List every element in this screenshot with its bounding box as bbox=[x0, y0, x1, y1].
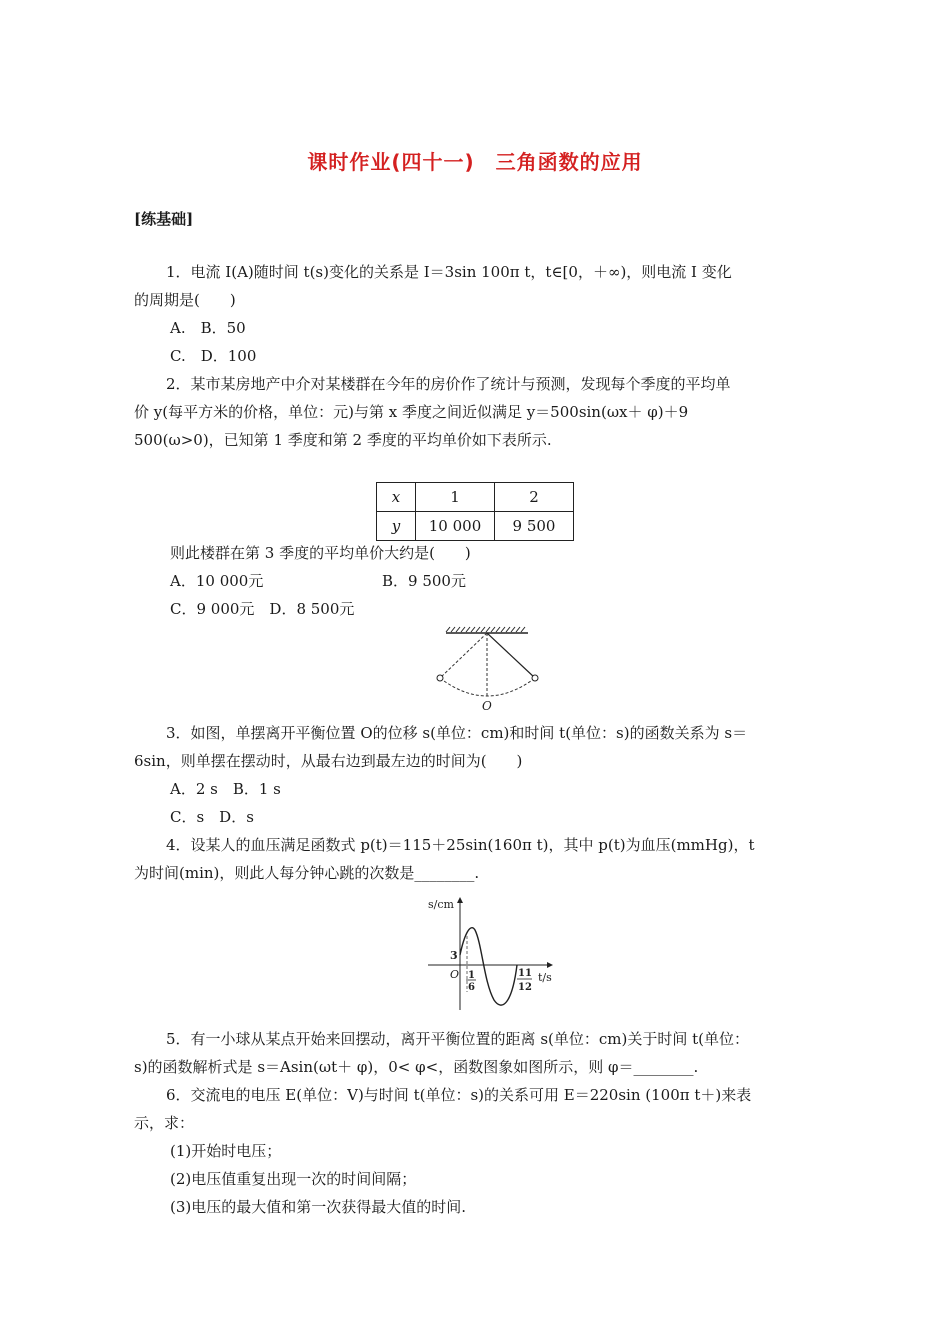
q2-line2: 价 y(每平方米的价格，单位：元)与第 x 季度之间近似满足 y＝500sin(ωx＋ φ)＋9 bbox=[134, 403, 689, 421]
q4-line2: 为时间(min)，则此人每分钟心跳的次数是________. bbox=[134, 864, 480, 882]
table-row bbox=[377, 512, 574, 541]
y-tick-label: 3 bbox=[450, 949, 458, 962]
q6-sub3: (3)电压的最大值和第一次获得最大值的时间. bbox=[170, 1198, 467, 1216]
q2-data-table bbox=[376, 482, 574, 541]
x-tick2-numerator: 11 bbox=[518, 968, 532, 979]
q5-line1: 5．有一小球从某点开始来回摆动，离开平衡位置的距离 s(单位：cm)关于时间 t(单位： bbox=[166, 1030, 749, 1048]
table-cell: y bbox=[377, 512, 416, 541]
page-title: 课时作业(四十一) 三角函数的应用 bbox=[307, 150, 643, 174]
x-tick1-numerator: 1 bbox=[468, 970, 475, 981]
table-row bbox=[377, 483, 574, 512]
q2-line3: 500(ω>0)，已知第 1 季度和第 2 季度的平均单价如下表所示. bbox=[134, 431, 552, 449]
sine-curve bbox=[460, 928, 517, 1005]
pendulum-figure bbox=[430, 624, 550, 712]
q3-options-cd: C．s D．s bbox=[170, 808, 254, 826]
q6-line2: 示，求： bbox=[134, 1114, 195, 1132]
q2-line4: 则此楼群在第 3 季度的平均单价大约是( ) bbox=[170, 544, 471, 562]
table-cell: x bbox=[377, 483, 416, 512]
table-cell: 1 bbox=[416, 483, 495, 512]
q1-line2: 的周期是( ) bbox=[134, 291, 236, 309]
q5-line2: s)的函数解析式是 s＝Asin(ωt＋ φ)，0< φ<，函数图象如图所示，则 φ＝________. bbox=[134, 1058, 699, 1076]
ceiling-hatch bbox=[446, 627, 528, 633]
q6-sub2: (2)电压值重复出现一次的时间间隔； bbox=[170, 1170, 417, 1188]
q3-line1: 3．如图，单摆离开平衡位置 O的位移 s(单位：cm)和时间 t(单位：s)的函数关系为 s＝ bbox=[166, 724, 748, 742]
origin-label: O bbox=[450, 968, 460, 981]
x-axis-label: t/s bbox=[538, 971, 552, 984]
q2-options-cd: C．9 000元 D．8 500元 bbox=[170, 600, 355, 618]
pendulum-label-o: O bbox=[482, 699, 492, 712]
q2-line1: 2．某市某房地产中介对某楼群在今年的房价作了统计与预测，发现每个季度的平均单 bbox=[166, 375, 731, 393]
q3-line2: 6sin，则单摆在摆动时，从最右边到最左边的时间为( ) bbox=[134, 752, 523, 770]
q1-options-cd: C. D．100 bbox=[170, 347, 257, 365]
x-tick1-denominator: 6 bbox=[468, 982, 475, 993]
q2-option-a: A．10 000元 bbox=[170, 572, 264, 590]
table-cell: 2 bbox=[495, 483, 574, 512]
pendulum-bob bbox=[532, 675, 538, 681]
q4-line1: 4．设某人的血压满足函数式 p(t)＝115＋25sin(160π t)，其中 p(t)为血压(mmHg)，t bbox=[166, 836, 755, 854]
table-cell: 9 500 bbox=[495, 512, 574, 541]
sine-graph-figure bbox=[420, 892, 560, 1014]
y-axis-label: s/cm bbox=[428, 898, 454, 911]
q3-options-ab: A．2 s B．1 s bbox=[170, 780, 281, 798]
q2-option-b: B．9 500元 bbox=[382, 572, 466, 590]
table-cell: 10 000 bbox=[416, 512, 495, 541]
pendulum-left-bob bbox=[437, 675, 443, 681]
q1-line1: 1．电流 I(A)随时间 t(s)变化的关系是 I＝3sin 100π t，t∈[0，＋∞)，则电流 I 变化 bbox=[166, 263, 732, 281]
q1-options-ab: A. B．50 bbox=[170, 319, 246, 337]
section-heading: [练基础] bbox=[134, 210, 194, 228]
q6-line1: 6．交流电的电压 E(单位：V)与时间 t(单位：s)的关系可用 E＝220sin (100π t＋)来表 bbox=[166, 1086, 752, 1104]
pendulum-string bbox=[487, 633, 535, 678]
q6-sub1: (1)开始时电压； bbox=[170, 1142, 282, 1160]
x-tick2-denominator: 12 bbox=[518, 982, 532, 993]
pendulum-left-string bbox=[440, 633, 487, 678]
